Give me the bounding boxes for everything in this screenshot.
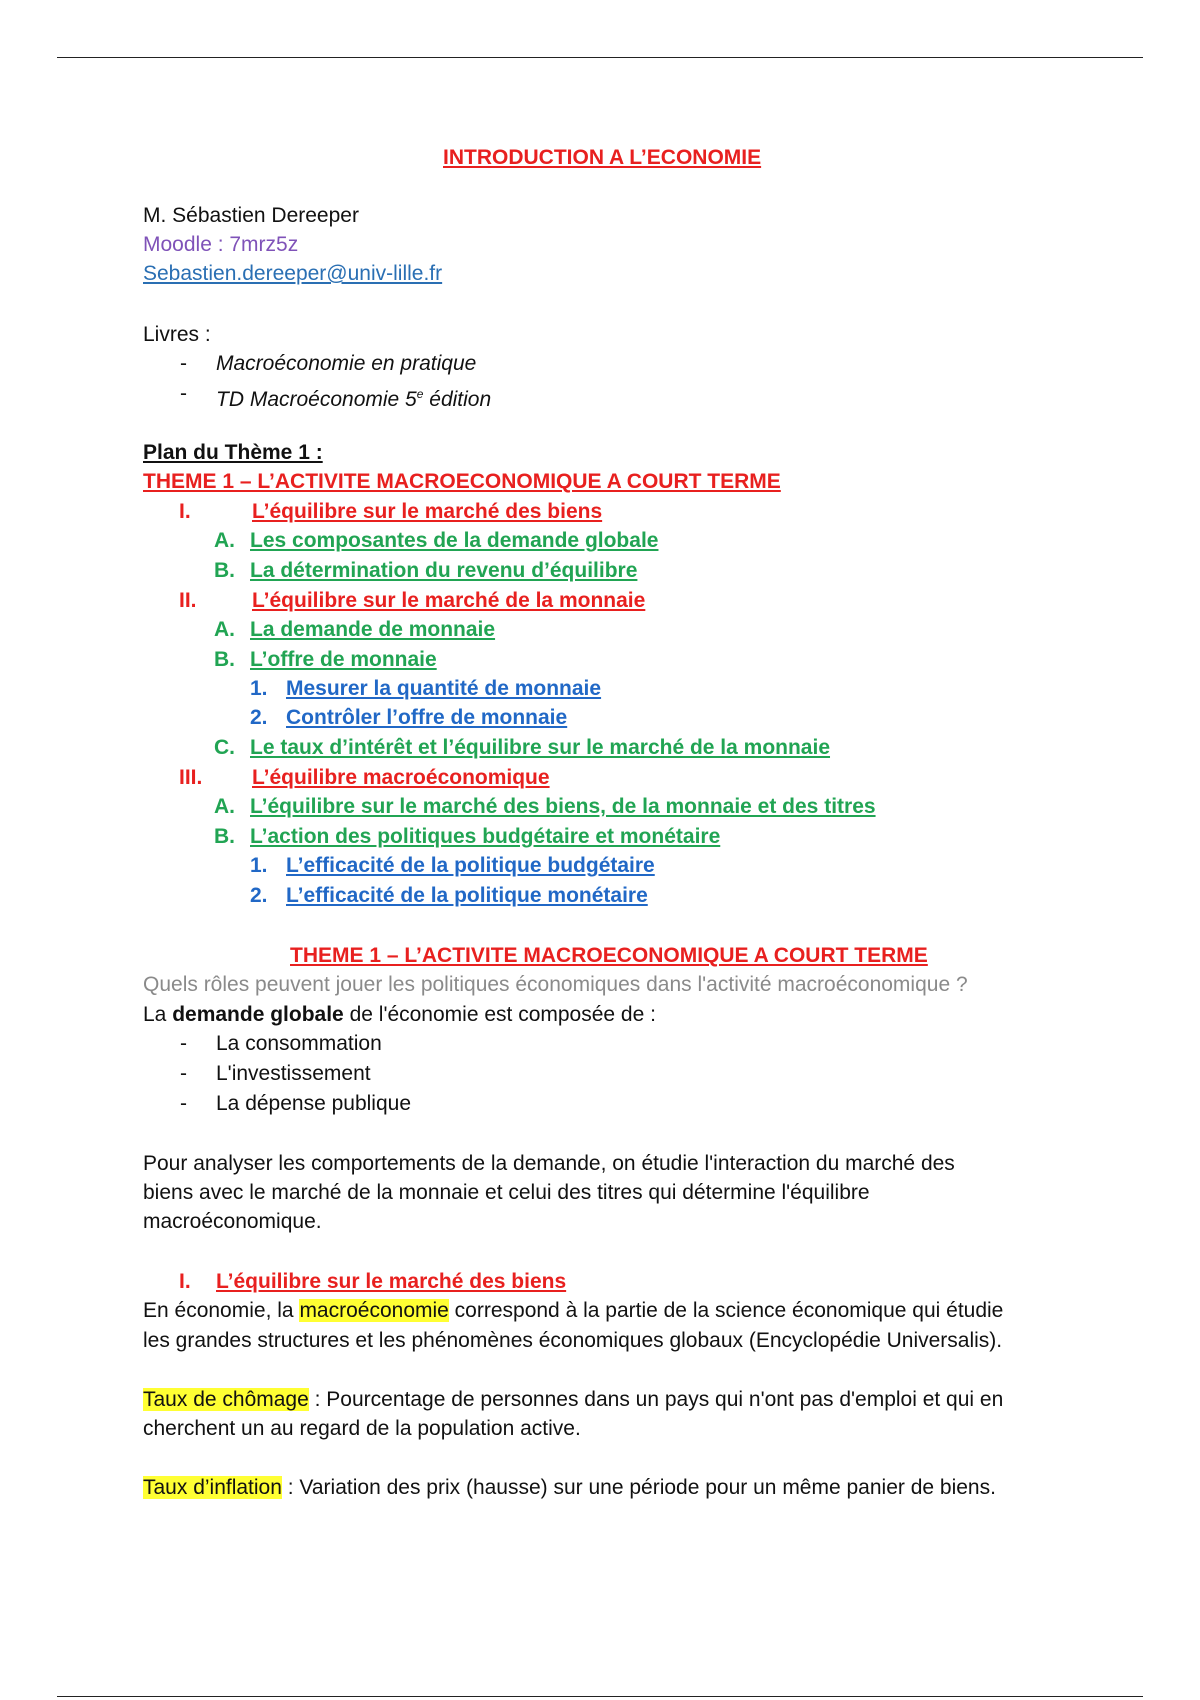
plan-number: 2. — [250, 706, 268, 729]
plan-entry[interactable]: L’équilibre macroéconomique — [252, 766, 550, 789]
subsection-number: I. — [179, 1270, 191, 1293]
plan-number: A. — [214, 618, 235, 641]
demand-item: La dépense publique — [216, 1092, 412, 1115]
moodle-code: Moodle : 7mrz5z — [143, 233, 299, 256]
plan-entry[interactable]: L’offre de monnaie — [250, 648, 437, 671]
plan-heading: Plan du Thème 1 : — [143, 441, 323, 464]
plan-number: A. — [214, 529, 235, 552]
plan-entry[interactable]: L’équilibre sur le marché de la monnaie — [252, 589, 646, 612]
section-theme-title: THEME 1 – L’ACTIVITE MACROECONOMIQUE A COURT TERME — [290, 944, 928, 967]
subsection-title: L’équilibre sur le marché des biens — [216, 1270, 567, 1293]
analysis-paragraph-line: macroéconomique. — [143, 1210, 322, 1233]
plan-number: 1. — [250, 854, 268, 877]
demand-intro: La demande globale de l'économie est composée de : — [143, 1003, 656, 1026]
bullet: - — [180, 352, 187, 375]
plan-entry[interactable]: La détermination du revenu d’équilibre — [250, 559, 638, 582]
demand-item: La consommation — [216, 1032, 382, 1055]
bullet: - — [180, 1032, 187, 1055]
plan-number: III. — [179, 766, 203, 789]
chomage-definition: Taux de chômage : Pourcentage de personnes dans un pays qui n'ont pas d'emploi et qui en — [143, 1388, 1004, 1411]
book-item: Macroéconomie en pratique — [216, 352, 477, 375]
demand-item: L'investissement — [216, 1062, 371, 1085]
analysis-paragraph-line: Pour analyser les comportements de la demande, on étudie l'interaction du marché des — [143, 1152, 955, 1175]
inflation-definition: Taux d’inflation : Variation des prix (hausse) sur une période pour un même panier de biens. — [143, 1476, 996, 1499]
document-title: INTRODUCTION A L’ECONOMIE — [443, 146, 762, 169]
plan-number: II. — [179, 589, 197, 612]
plan-entry[interactable]: L’efficacité de la politique monétaire — [286, 884, 648, 907]
plan-entry[interactable]: L’équilibre sur le marché des biens — [252, 500, 603, 523]
plan-entry[interactable]: L’efficacité de la politique budgétaire — [286, 854, 655, 877]
bullet: - — [180, 1062, 187, 1085]
plan-theme-title: THEME 1 – L’ACTIVITE MACROECONOMIQUE A COURT TERME — [143, 470, 781, 493]
plan-number: B. — [214, 559, 235, 582]
bullet: - — [180, 1092, 187, 1115]
plan-entry[interactable]: Mesurer la quantité de monnaie — [286, 677, 602, 700]
plan-entry[interactable]: Le taux d’intérêt et l’équilibre sur le marché de la monnaie — [250, 736, 831, 759]
plan-number: B. — [214, 825, 235, 848]
macro-definition: En économie, la macroéconomie correspond à la partie de la science économique qui étudie — [143, 1299, 1004, 1322]
plan-number: B. — [214, 648, 235, 671]
plan-entry[interactable]: La demande de monnaie — [250, 618, 496, 641]
bottom-rule — [57, 1696, 1143, 1697]
plan-number: 2. — [250, 884, 268, 907]
plan-entry[interactable]: L’équilibre sur le marché des biens, de la monnaie et des titres — [250, 795, 876, 818]
books-heading: Livres : — [143, 323, 211, 346]
plan-number: A. — [214, 795, 235, 818]
plan-entry[interactable]: Les composantes de la demande globale — [250, 529, 659, 552]
book-item: TD Macroéconomie 5e édition — [216, 387, 492, 411]
macro-definition-line2: les grandes structures et les phénomènes économiques globaux (Encyclopédie Universalis). — [143, 1329, 1003, 1352]
analysis-paragraph-line: biens avec le marché de la monnaie et celui des titres qui détermine l'équilibre — [143, 1181, 870, 1204]
chomage-definition-line2: cherchent un au regard de la population active. — [143, 1417, 581, 1440]
plan-number: I. — [179, 500, 191, 523]
plan-entry[interactable]: Contrôler l’offre de monnaie — [286, 706, 568, 729]
section-question: Quels rôles peuvent jouer les politiques économiques dans l'activité macroéconomique ? — [143, 973, 968, 996]
plan-number: 1. — [250, 677, 268, 700]
plan-number: C. — [214, 736, 235, 759]
plan-entry[interactable]: L’action des politiques budgétaire et monétaire — [250, 825, 721, 848]
email-link[interactable]: Sebastien.dereeper@univ-lille.fr — [143, 262, 443, 285]
author-name: M. Sébastien Dereeper — [143, 204, 359, 227]
bullet: - — [180, 382, 187, 405]
top-rule — [57, 57, 1143, 58]
